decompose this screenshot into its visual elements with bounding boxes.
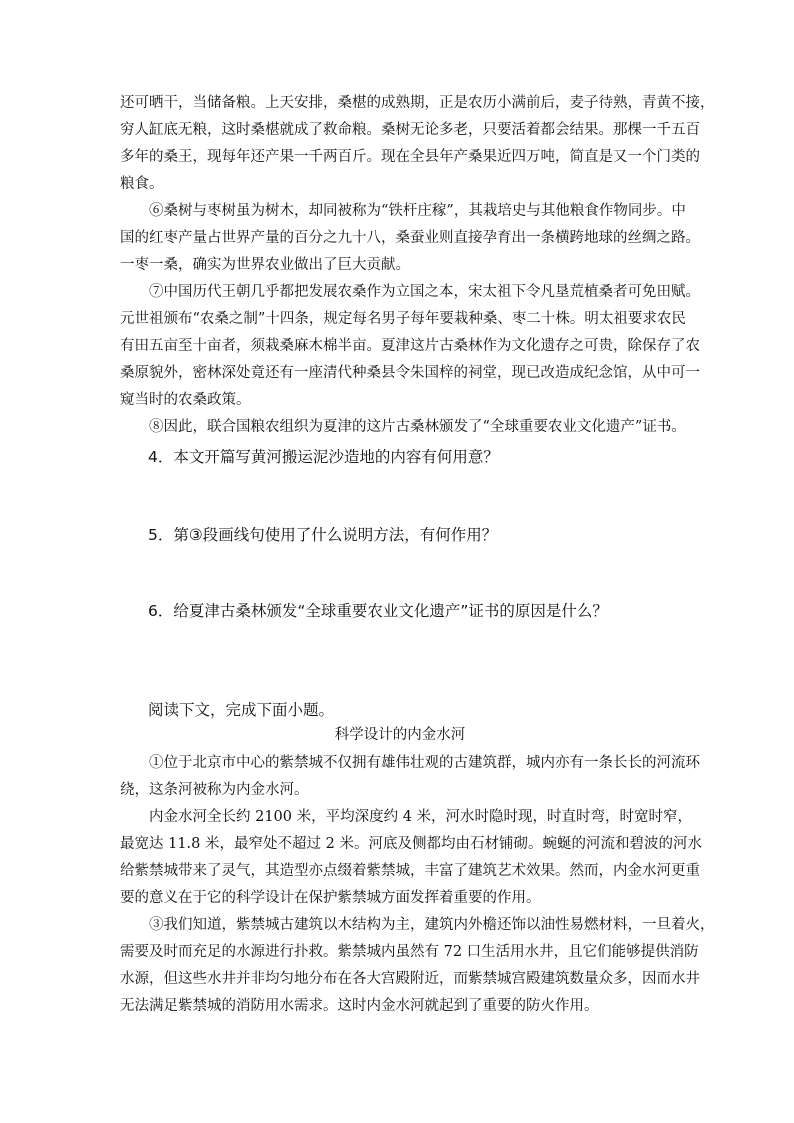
text-line: 无法满足紫禁城的消防用水需求。这时内金水河就起到了重要的防火作用。	[120, 998, 599, 1014]
text-line: 要的意义在于它的科学设计在保护紫禁城方面发挥着重要的作用。	[120, 890, 541, 906]
text-line: 水源，但这些水井并非均匀地分布在各大宫殿附近，而紫禁城宫殿建筑数量众多，因而水井	[120, 971, 700, 987]
text-line: 有田五亩至十亩者，须栽桑麻木棉半亩。夏津这片古桑林作为文化遗存之可贵，除保存了农	[120, 338, 700, 354]
text-line: 给紫禁城带来了灵气，其造型亦点缀着紫禁城，丰富了建筑艺术效果。然而，内金水河更重	[120, 863, 700, 879]
text-line: 最宽达 11.8 米，最窄处不超过 2 米。河底及侧都均由石材铺砌。蜿蜒的河流和碧波的河水	[120, 836, 702, 852]
paragraph-7	[120, 279, 700, 414]
reading-instruction: 阅读下文，完成下面小题。	[148, 701, 335, 719]
text-line: 粮食。	[120, 176, 164, 192]
text-line: ①位于北京市中心的紫禁城不仅拥有雄伟壮观的古建筑群，城内亦有一条长长的河流环	[149, 755, 700, 771]
text-line: ③我们知道，紫禁城古建筑以木结构为主，建筑内外檐还饰以油性易燃材料，一旦着火，	[149, 917, 715, 933]
text-line: ⑥桑树与枣树虽为树木，却同被称为“铁杆庄稼”，其栽培史与其他粮食作物同步。中	[149, 203, 686, 219]
text-line: ⑦中国历代王朝几乎都把发展农桑作为立国之本，宋太祖下令凡垦荒植桑者可免田赋。	[149, 284, 700, 300]
text-line: 绕，这条河被称为内金水河。	[120, 782, 309, 798]
paragraph-8	[120, 414, 686, 441]
text-line: 窥当时的农桑政策。	[120, 392, 251, 408]
text-line: 多年的桑王，现每年还产果一千两百斤。现在全县年产桑果近四万吨，简直是又一个门类的	[120, 149, 700, 165]
text-line: 穷人缸底无粮，这时桑椹就成了救命粮。桑树无论多老，只要活着都会结果。那棵一千五百	[120, 122, 700, 138]
paragraph-2	[120, 804, 702, 912]
paragraph-6	[120, 198, 700, 279]
text-line: ⑧因此，联合国粮农组织为夏津的这片古桑林颁发了“全球重要农业文化遗产”证书。	[149, 419, 686, 435]
text-line: 国的红枣产量占世界产量的百分之九十八，桑蚕业则直接孕育出一条横跨地球的丝绸之路。	[120, 230, 700, 246]
text-line: 一枣一桑，确实为世界农业做出了巨大贡献。	[120, 257, 410, 273]
question-6: 6．给夏津古桑林颁发“全球重要农业文化遗产”证书的原因是什么？	[148, 602, 608, 620]
paragraph-1	[120, 750, 700, 804]
text-line: 内金水河全长约 2100 米，平均深度约 4 米，河水时隐时现，时直时弯，时宽时窄，	[149, 809, 693, 825]
article-title: 科学设计的内金水河	[334, 727, 466, 743]
text-line: 元世祖颁布“农桑之制”十四条，规定每名男子每年要栽种桑、枣二十株。明太祖要求农民	[120, 311, 686, 327]
paragraph-3	[120, 912, 715, 1020]
text-line: 桑原貌外，密林深处竟还有一座清代种桑县令朱国梓的祠堂，现已改造成纪念馆，从中可一	[120, 365, 700, 381]
text-line: 还可晒干，当储备粮。上天安排，桑椹的成熟期，正是农历小满前后，麦子待熟，青黄不接，	[120, 95, 715, 111]
paragraph-continued	[120, 90, 715, 198]
text-line: 需要及时而充足的水源进行扑救。紫禁城内虽然有 72 口生活用水井，且它们能够提供消防	[120, 944, 699, 960]
question-4: 4．本文开篇写黄河搬运泥沙造地的内容有何用意？	[148, 448, 499, 466]
question-5: 5．第③段画线句使用了什么说明方法，有何作用？	[148, 526, 498, 544]
